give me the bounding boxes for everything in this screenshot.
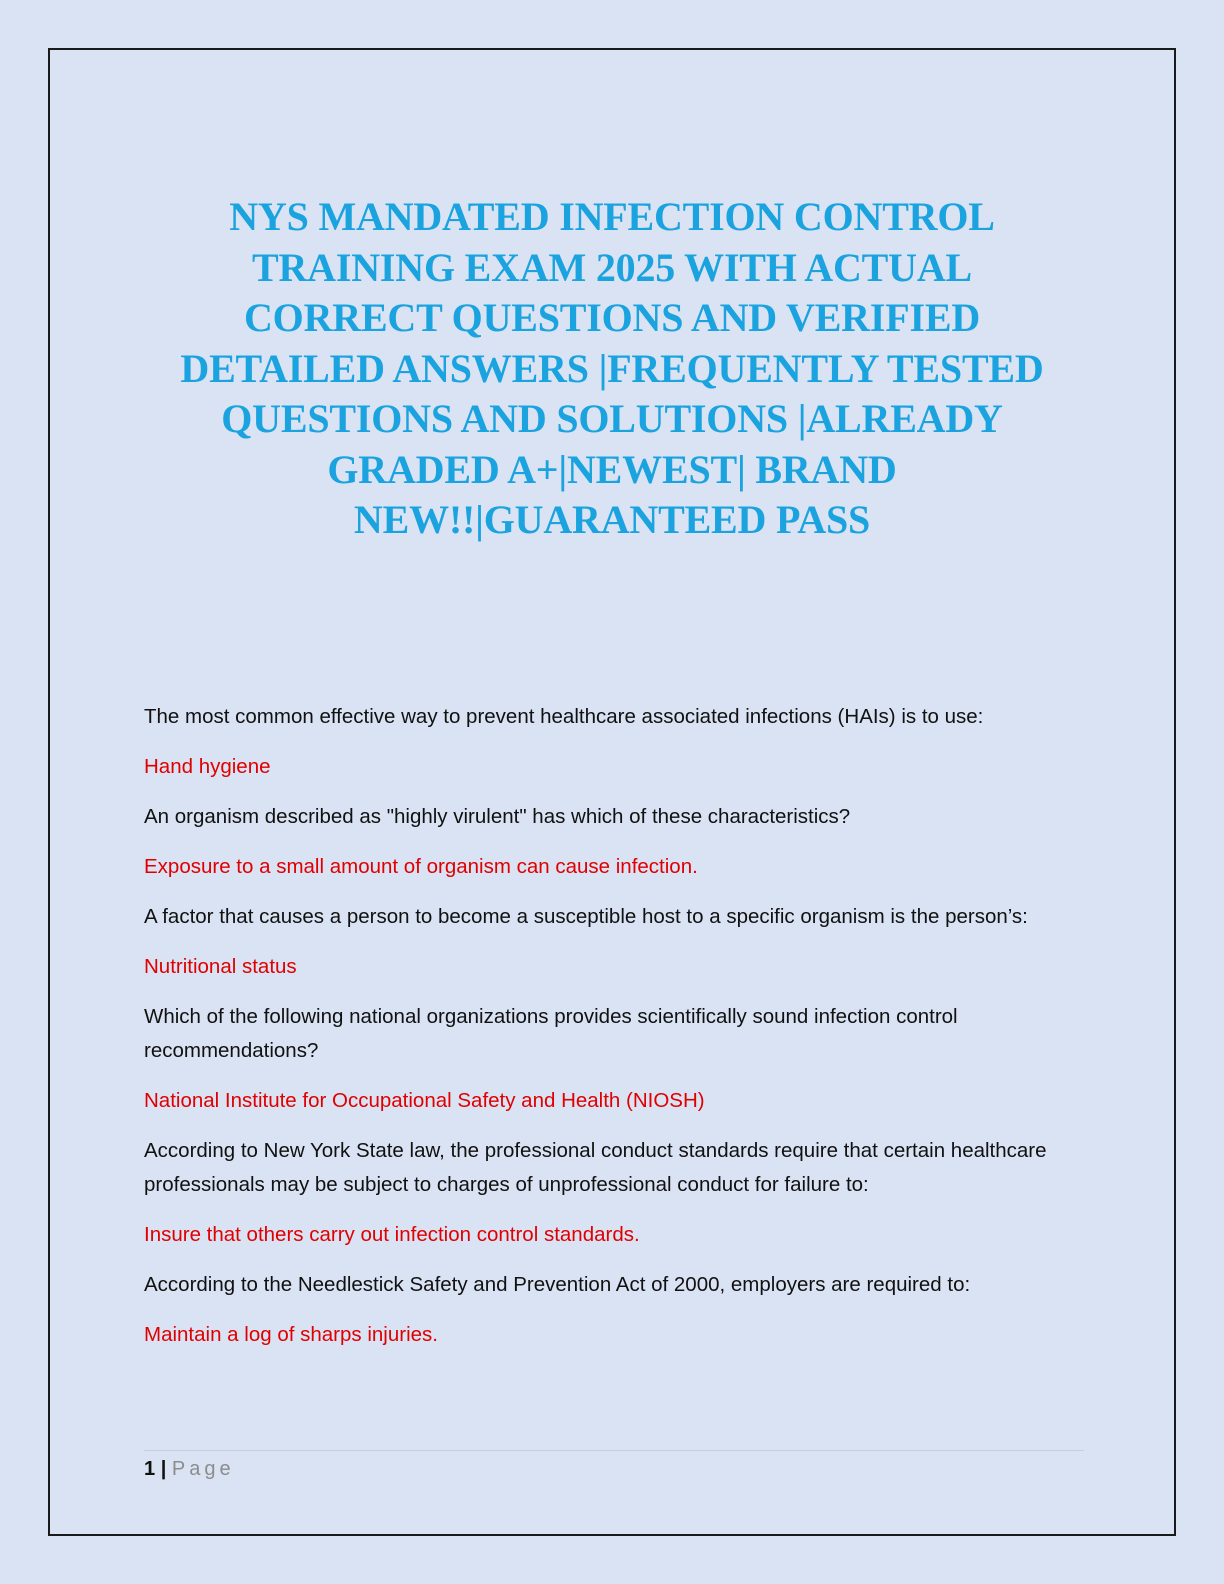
page-label: Page [171,1458,235,1480]
answer-2: Exposure to a small amount of organism can cause infection. [144,855,698,878]
question-2: An organism described as "highly virulent" has which of these characteristics? [144,805,851,828]
footer-separator: | [160,1458,167,1480]
question-4: Which of the following national organizations provides scientifically sound infection control recommendations? [144,1005,958,1062]
question-6: According to the Needlestick Safety and Prevention Act of 2000, employers are required to: [144,1273,971,1296]
answer-3: Nutritional status [144,955,297,978]
question-1: The most common effective way to prevent healthcare associated infections (HAIs) is to use: [144,705,984,728]
qa-list [144,700,1084,1368]
answer-5: Insure that others carry out infection control standards. [144,1223,640,1246]
title-line: TRAINING EXAM 2025 WITH ACTUAL [251,244,973,290]
answer-4: National Institute for Occupational Safety and Health (NIOSH) [144,1089,705,1112]
question-3: A factor that causes a person to become a susceptible host to a specific organism is the person’s: [144,905,1028,928]
title-line: NEW!!|GUARANTEED PASS [353,497,871,542]
title-line: QUESTIONS AND SOLUTIONS |ALREADY [221,396,1003,441]
answer-1: Hand hygiene [144,755,271,778]
footer-divider [144,1450,1084,1451]
title-line: DETAILED ANSWERS |FREQUENTLY TESTED [180,345,1044,391]
page-number: 1 [144,1458,156,1480]
question-5: According to New York State law, the professional conduct standards require that certain healthcare professionals may be subject to charges of unprofessional conduct for failure to: [144,1139,1047,1196]
title-line: GRADED A+|NEWEST| BRAND [327,446,897,492]
title-line: CORRECT QUESTIONS AND VERIFIED [243,295,981,340]
answer-6: Maintain a log of sharps injuries. [144,1323,438,1346]
document-title [120,192,1104,546]
page-footer [144,1455,235,1483]
title-line: NYS MANDATED INFECTION CONTROL [229,194,995,239]
